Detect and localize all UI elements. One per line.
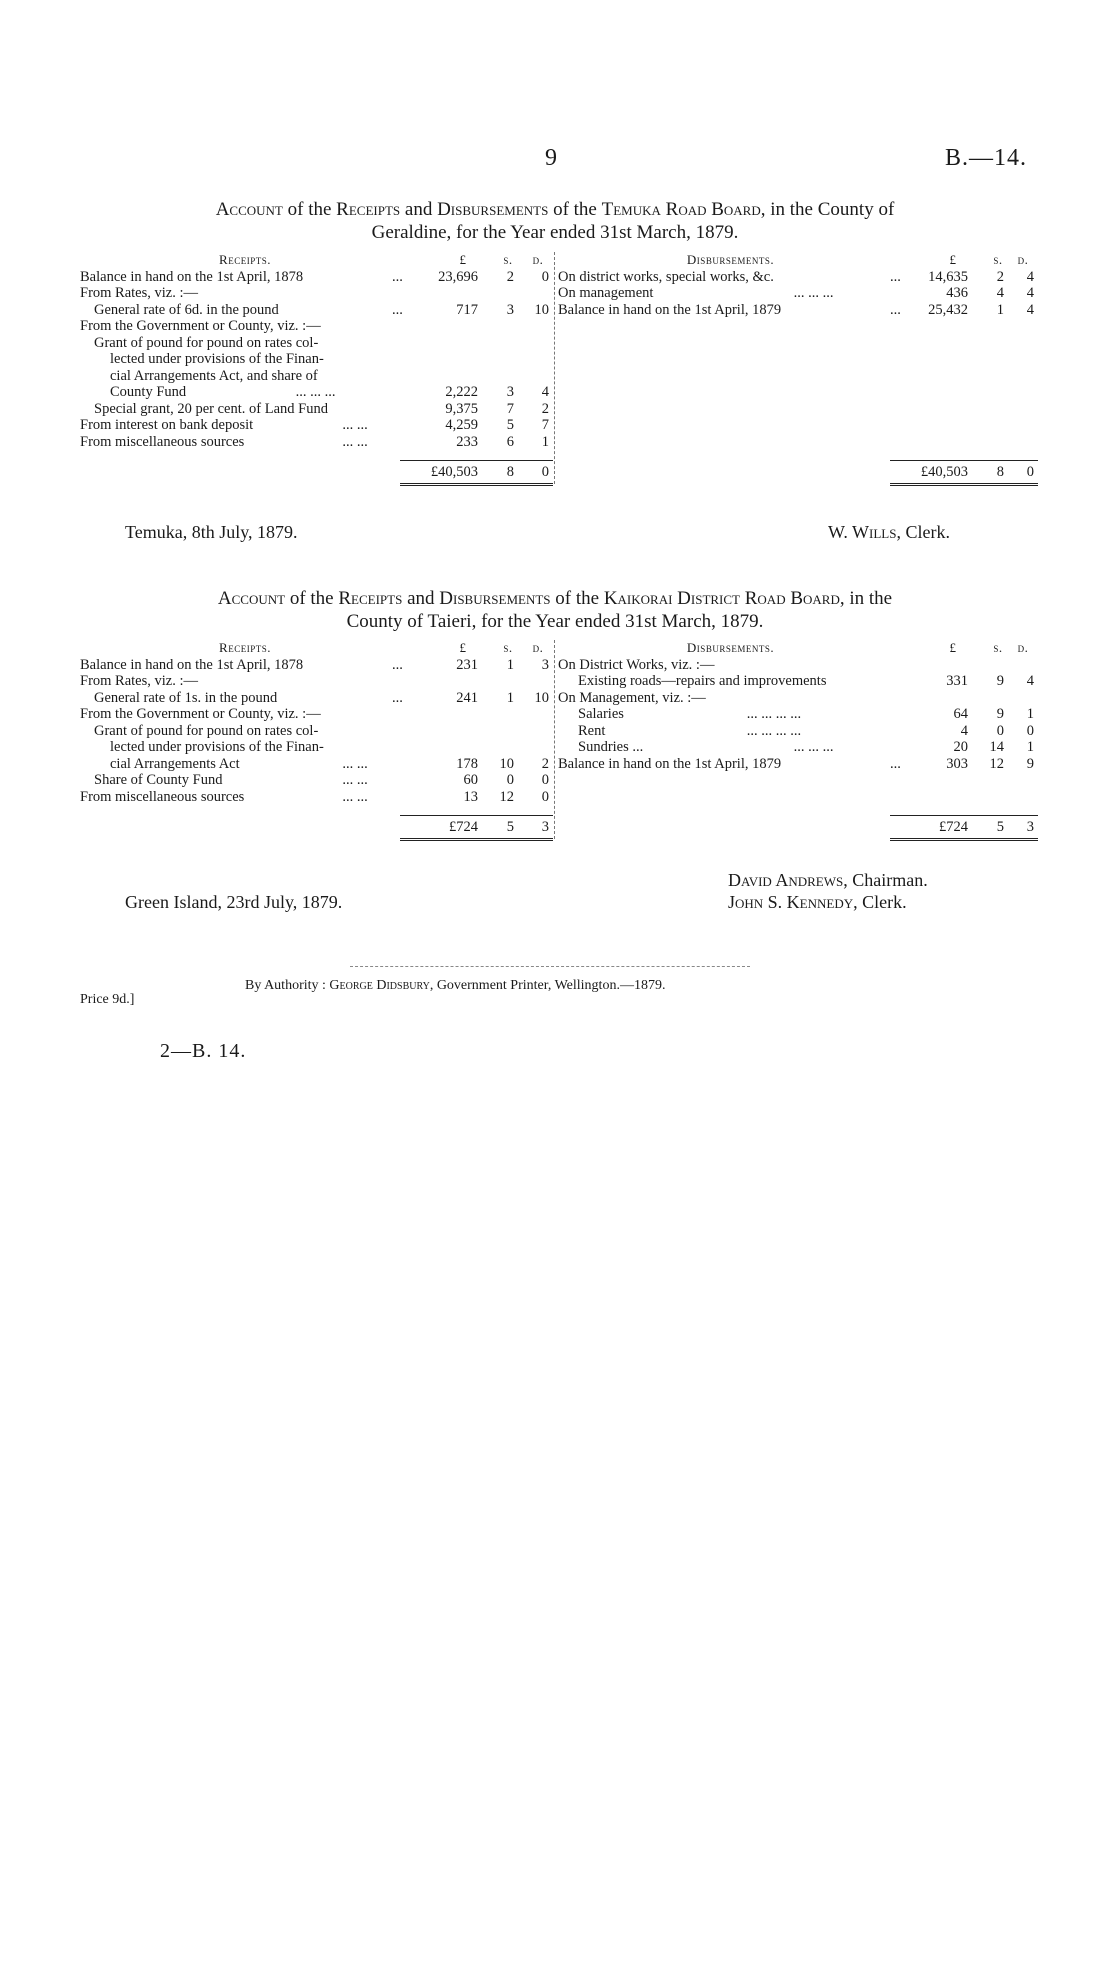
receipt-row	[80, 351, 550, 368]
receipts-column	[80, 640, 550, 805]
disbursement-row	[558, 756, 1035, 773]
signature-reference: 2—B. 14.	[160, 1040, 247, 1062]
amount-pounds: 178	[456, 755, 478, 772]
amount-pence: 7	[541, 417, 549, 433]
total-pence: 3	[1026, 819, 1034, 835]
line-item-description: Grant of pound for pound on rates col-	[94, 722, 319, 739]
amount-pence: 1	[1026, 706, 1034, 722]
total-pence: 0	[541, 464, 549, 480]
amount-pounds: 303	[946, 755, 968, 772]
disbursement-row	[558, 673, 1035, 690]
total-double-rule	[400, 838, 553, 841]
column-separator	[554, 640, 555, 839]
account-2-place-date: Green Island, 23rd July, 1879.	[125, 892, 343, 912]
receipt-row	[80, 434, 550, 451]
total-pence: 0	[1026, 464, 1034, 480]
receipts-heading: Receipts.	[219, 640, 271, 655]
account-2-signature-clerk	[728, 892, 907, 913]
receipts-heading: Receipts.	[219, 252, 271, 267]
amount-pence: 4	[1026, 268, 1034, 285]
amount-pence: 0	[1026, 722, 1034, 739]
amount-pence: 9	[1026, 755, 1034, 772]
column-header-row	[80, 640, 550, 657]
receipts-total	[80, 460, 550, 490]
amount-shillings: 0	[506, 772, 514, 788]
amount-shillings: 2	[996, 268, 1004, 285]
amount-shillings: 12	[989, 755, 1004, 772]
amount-pounds: 231	[456, 656, 478, 673]
amount-shillings: 2	[506, 268, 514, 285]
pence-heading: d.	[1017, 252, 1029, 267]
receipt-row	[80, 302, 550, 319]
line-item-description: Sundries ...	[578, 739, 644, 755]
receipt-row	[80, 706, 550, 723]
amount-shillings: 1	[506, 656, 514, 673]
leader-dots: ... ...	[342, 788, 368, 805]
amount-pounds: 233	[456, 433, 478, 450]
total-row	[558, 464, 1035, 481]
amount-pounds: 2,222	[445, 384, 478, 400]
disbursements-total	[558, 815, 1035, 845]
total-pounds: £40,503	[430, 464, 478, 480]
amount-shillings: 6	[506, 433, 514, 450]
receipt-row	[80, 723, 550, 740]
leader-dots: ... ... ...	[793, 285, 834, 301]
line-item-description: Existing roads—repairs and improvements	[578, 673, 827, 689]
receipt-row	[80, 269, 550, 286]
disbursement-row	[558, 739, 1035, 756]
title-word-receipts: Receipts	[336, 199, 401, 220]
pence-heading: d.	[1017, 640, 1029, 655]
leader-dots: ...	[392, 656, 403, 673]
total-top-rule	[400, 815, 553, 816]
document-reference: B.—14.	[945, 145, 1028, 171]
pound-heading: £	[949, 252, 957, 267]
line-item-description: From miscellaneous sources	[80, 788, 245, 805]
line-item-description: cial Arrangements Act	[110, 755, 240, 772]
line-item-description: From Rates, viz. :—	[80, 673, 199, 689]
total-shillings: 8	[996, 464, 1004, 480]
column-header-row	[558, 252, 1035, 269]
leader-dots: ... ... ...	[793, 739, 834, 755]
leader-dots: ... ...	[342, 417, 368, 433]
amount-pence: 0	[541, 772, 549, 788]
amount-pounds: 25,432	[928, 301, 968, 318]
account-2-title-line2: County of Taieri, for the Year ended 31st March, 1879.	[346, 611, 764, 632]
amount-pounds: 4,259	[445, 417, 478, 433]
amount-pounds: 331	[946, 673, 968, 689]
line-item-description: General rate of 6d. in the pound	[94, 301, 279, 318]
line-item-description: lected under provisions of the Finan-	[110, 351, 324, 367]
shilling-heading: s.	[993, 252, 1003, 267]
amount-pence: 1	[1026, 739, 1034, 755]
line-item-description: On Management, viz. :—	[558, 689, 706, 706]
disbursement-row	[558, 285, 1035, 302]
signatory-role: , Chairman.	[843, 870, 928, 890]
receipt-row	[80, 368, 550, 385]
printer-authority-line	[245, 978, 665, 994]
total-row	[80, 464, 550, 481]
amount-pounds: 20	[953, 739, 968, 755]
amount-pounds: 14,635	[928, 268, 968, 285]
amount-pence: 4	[1026, 301, 1034, 318]
total-pounds: £724	[939, 819, 968, 835]
amount-shillings: 12	[499, 788, 514, 805]
pence-heading: d.	[532, 252, 544, 267]
receipt-row	[80, 772, 550, 789]
receipt-row	[80, 673, 550, 690]
title-connector: of the	[550, 588, 604, 609]
title-word-disbursements: Disbursements	[439, 588, 551, 609]
amount-pence: 10	[534, 301, 549, 318]
total-shillings: 5	[506, 819, 514, 835]
price-note: Price 9d.]	[80, 992, 135, 1007]
line-item-description: From miscellaneous sources	[80, 433, 245, 450]
receipt-row	[80, 417, 550, 434]
amount-pounds: 23,696	[438, 268, 478, 285]
amount-shillings: 0	[996, 722, 1004, 739]
receipt-row	[80, 657, 550, 674]
leader-dots: ...	[890, 301, 901, 318]
signatory-name: John S. Kennedy	[728, 892, 854, 912]
total-top-rule	[890, 815, 1038, 816]
column-header-row	[80, 252, 550, 269]
authority-suffix: , Government Printer, Wellington.—1879.	[429, 978, 666, 993]
leader-dots: ... ... ... ...	[746, 722, 802, 739]
receipts-column	[80, 252, 550, 450]
line-item-description: General rate of 1s. in the pound	[94, 689, 278, 706]
amount-pounds: 60	[463, 772, 478, 788]
line-item-description: On district works, special works, &c.	[558, 268, 774, 285]
line-item-description: Rent	[578, 722, 606, 739]
amount-pence: 4	[1026, 673, 1034, 689]
amount-shillings: 10	[499, 755, 514, 772]
leader-dots: ...	[392, 268, 403, 285]
amount-pence: 4	[541, 384, 549, 400]
account-1-title-line2: Geraldine, for the Year ended 31st March, 1879.	[371, 222, 739, 243]
signatory-name: David Andrews	[728, 870, 844, 890]
pound-heading: £	[949, 640, 957, 655]
amount-shillings: 7	[506, 400, 514, 417]
title-connector: and	[402, 588, 440, 609]
total-pounds: £724	[449, 819, 478, 835]
title-connector: and	[400, 199, 438, 220]
amount-pence: 10	[534, 689, 549, 706]
printer-name: George Didsbury	[329, 978, 430, 993]
account-2-title	[80, 587, 1030, 633]
line-item-description: From interest on bank deposit	[80, 417, 254, 433]
disbursements-column	[558, 640, 1035, 772]
total-shillings: 5	[996, 819, 1004, 835]
total-double-rule	[400, 483, 553, 486]
disbursement-row	[558, 302, 1035, 319]
amount-shillings: 3	[506, 384, 514, 400]
total-double-rule	[890, 838, 1038, 841]
footer-rule	[350, 966, 750, 967]
line-item-description: lected under provisions of the Finan-	[110, 739, 324, 755]
receipt-row	[80, 401, 550, 418]
signatory-role: , Clerk.	[853, 892, 907, 912]
disbursements-total	[558, 460, 1035, 490]
title-board-name: Temuka Road Board	[601, 199, 761, 220]
amount-pounds: 4	[960, 722, 968, 739]
column-header-row	[558, 640, 1035, 657]
line-item-description: Balance in hand on the 1st April, 1878	[80, 268, 304, 285]
disbursements-heading: Disbursements.	[686, 640, 775, 655]
signatory-name: W. Wills	[828, 522, 897, 542]
account-1-signature-clerk	[828, 522, 950, 543]
total-top-rule	[400, 460, 553, 461]
amount-shillings: 9	[996, 706, 1004, 722]
amount-pence: 1	[541, 433, 549, 450]
amount-pence: 4	[1026, 285, 1034, 301]
receipt-row	[80, 789, 550, 806]
receipt-row	[80, 739, 550, 756]
receipts-total	[80, 815, 550, 845]
pence-heading: d.	[532, 640, 544, 655]
amount-pounds: 717	[456, 301, 478, 318]
leader-dots: ...	[890, 755, 901, 772]
amount-pounds: 13	[463, 788, 478, 805]
leader-dots: ... ...	[342, 433, 368, 450]
receipt-row	[80, 335, 550, 352]
title-word-account: Account	[215, 199, 283, 220]
total-top-rule	[890, 460, 1038, 461]
amount-shillings: 9	[996, 673, 1004, 689]
account-2-signature-chairman	[728, 870, 928, 891]
receipt-row	[80, 690, 550, 707]
pound-heading: £	[459, 640, 467, 655]
amount-pounds: 436	[946, 285, 968, 301]
line-item-description: On District Works, viz. :—	[558, 656, 715, 673]
amount-shillings: 1	[996, 301, 1004, 318]
leader-dots: ...	[392, 689, 403, 706]
title-connector: of the	[282, 199, 337, 220]
disbursement-row	[558, 690, 1035, 707]
receipt-row	[80, 756, 550, 773]
receipt-row	[80, 318, 550, 335]
line-item-description: Salaries	[578, 706, 624, 722]
authority-prefix: By Authority :	[245, 978, 330, 993]
line-item-description: Balance in hand on the 1st April, 1878	[80, 656, 304, 673]
disbursements-heading: Disbursements.	[686, 252, 775, 267]
line-item-description: On management	[558, 285, 654, 301]
total-row	[80, 819, 550, 836]
account-1-title	[80, 198, 1030, 244]
amount-pence: 2	[541, 400, 549, 417]
disbursement-row	[558, 723, 1035, 740]
line-item-description: Balance in hand on the 1st April, 1879	[558, 755, 782, 772]
line-item-description: From the Government or County, viz. :—	[80, 318, 321, 334]
amount-pounds: 64	[953, 706, 968, 722]
amount-pounds: 9,375	[445, 400, 478, 417]
title-word-receipts: Receipts	[338, 588, 403, 609]
account-1-place-date: Temuka, 8th July, 1879.	[125, 522, 298, 542]
pound-heading: £	[459, 252, 467, 267]
title-county-prefix: , in the	[839, 588, 893, 609]
title-word-disbursements: Disbursements	[437, 199, 549, 220]
disbursements-column	[558, 252, 1035, 318]
total-pounds: £40,503	[920, 464, 968, 480]
line-item-description: From Rates, viz. :—	[80, 285, 199, 301]
line-item-description: County Fund	[110, 384, 187, 400]
line-item-description: Share of County Fund	[94, 772, 223, 788]
line-item-description: Grant of pound for pound on rates col-	[94, 334, 319, 351]
receipt-row	[80, 384, 550, 401]
total-row	[558, 819, 1035, 836]
receipt-row	[80, 285, 550, 302]
amount-shillings: 3	[506, 301, 514, 318]
total-pence: 3	[541, 819, 549, 835]
line-item-description: From the Government or County, viz. :—	[80, 706, 321, 722]
amount-pence: 0	[541, 788, 549, 805]
shilling-heading: s.	[503, 252, 513, 267]
leader-dots: ... ...	[342, 772, 368, 788]
page-number: 9	[545, 145, 557, 171]
signatory-role: , Clerk.	[896, 522, 950, 542]
amount-pence: 3	[541, 656, 549, 673]
amount-shillings: 4	[996, 285, 1004, 301]
amount-pounds: 241	[456, 689, 478, 706]
column-separator	[554, 252, 555, 484]
amount-pence: 0	[541, 268, 549, 285]
leader-dots: ...	[392, 301, 403, 318]
leader-dots: ... ...	[342, 755, 368, 772]
account-1-title-line1	[80, 198, 1030, 221]
disbursement-row	[558, 706, 1035, 723]
title-board-name: Kaikorai District Road Board	[603, 588, 840, 609]
line-item-description: Special grant, 20 per cent. of Land Fund	[94, 400, 328, 417]
line-item-description: cial Arrangements Act, and share of	[110, 367, 318, 384]
total-double-rule	[890, 483, 1038, 486]
title-connector: of the	[548, 199, 602, 220]
disbursement-row	[558, 657, 1035, 674]
shilling-heading: s.	[503, 640, 513, 655]
title-county-prefix: , in the County of	[760, 199, 895, 220]
amount-shillings: 14	[989, 739, 1004, 755]
amount-shillings: 1	[506, 689, 514, 706]
shilling-heading: s.	[993, 640, 1003, 655]
leader-dots: ... ... ... ...	[746, 706, 802, 722]
amount-shillings: 5	[506, 417, 514, 433]
total-shillings: 8	[506, 464, 514, 480]
leader-dots: ... ... ...	[295, 384, 336, 400]
amount-pence: 2	[541, 755, 549, 772]
leader-dots: ...	[890, 268, 901, 285]
line-item-description: Balance in hand on the 1st April, 1879	[558, 301, 782, 318]
title-word-account: Account	[217, 588, 286, 609]
account-2-title-line1	[80, 587, 1030, 610]
title-connector: of the	[285, 588, 339, 609]
disbursement-row	[558, 269, 1035, 286]
